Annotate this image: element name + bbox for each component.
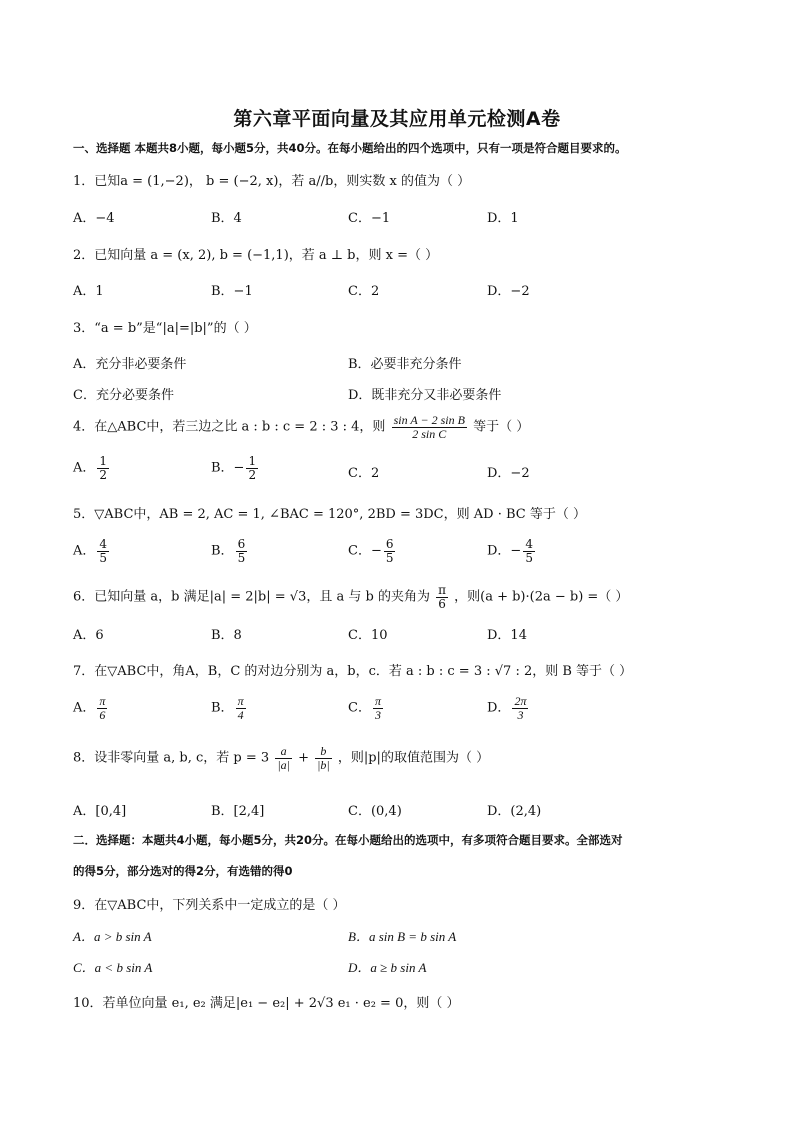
q4-option-a-den: 2 (99, 467, 108, 482)
q3-option-d: D．既非充分又非必要条件 (348, 388, 502, 403)
q8-stem-text-b: ，则|p|的取值范围为（ ） (337, 750, 490, 766)
q4-option-b-den: 2 (248, 467, 257, 482)
q8-option-b: B．[2,4] (211, 804, 265, 819)
q7-option-a-den: 6 (99, 707, 106, 722)
q1-option-a: A．−4 (73, 211, 115, 226)
q7-option-b-label: B． (211, 700, 234, 716)
q7-option-c (348, 695, 385, 721)
q9-option-b: B．a sin B = b sin A (348, 929, 457, 944)
section-2-heading-line-1: 二．选择题：本题共4小题，每小题5分，共20分。在每小题给出的选项中，有多项符合题目要求。全部选对 (73, 833, 623, 847)
q2-option-a: A．1 (73, 284, 104, 299)
q3-option-a: A．充分非必要条件 (73, 357, 187, 372)
q9-option-a: A．a > b sin A (73, 929, 152, 944)
q5-option-b-den: 5 (237, 550, 246, 565)
q7-option-d-den: 3 (517, 707, 524, 722)
q7-option-c-label: C． (348, 700, 371, 716)
q5-option-a (73, 538, 111, 564)
q5-option-a-den: 5 (99, 550, 108, 565)
q5-option-a-num: 4 (99, 537, 108, 551)
q7-option-d (487, 695, 530, 721)
q9-option-d: D．a ≥ b sin A (348, 960, 427, 975)
q7-option-d-num: 2π (514, 694, 527, 708)
q4-fraction (392, 414, 467, 440)
q1-option-c: C．−1 (348, 211, 391, 226)
q5-option-d-num: 4 (525, 537, 533, 551)
q4-option-b-num: 1 (248, 454, 257, 468)
question-5-stem: 5．▽ABC中，AB = 2, AC = 1, ∠BAC = 120°, 2BD = 3DC，则 AD · BC 等于（ ） (73, 507, 586, 522)
q1-option-d: D．1 (487, 211, 519, 226)
page-title: 第六章平面向量及其应用单元检测A卷 (233, 108, 561, 130)
q7-option-b-den: 4 (237, 707, 244, 722)
q4-option-d: D．−2 (487, 466, 530, 481)
q4-option-b-label: B．− (211, 460, 245, 476)
q8-fraction-2 (315, 745, 332, 771)
q7-option-a (73, 695, 109, 721)
question-10-stem: 10．若单位向量 e₁, e₂ 满足|e₁ − e₂| + 2√3 e₁ · e₂ = 0，则（ ） (73, 996, 460, 1011)
q5-option-c-den: 5 (385, 550, 394, 565)
q8-option-d: D．(2,4) (487, 804, 542, 819)
q6-stem-text-a: 6．已知向量 a，b 满足|a| = 2|b| = √3，且 a 与 b 的夹角为 (73, 589, 430, 605)
q4-fraction-den: 2 sin C (412, 426, 447, 441)
q4-option-a (73, 455, 111, 481)
q6-fraction (436, 584, 448, 610)
q7-option-b (211, 695, 248, 721)
q7-option-d-fraction (512, 695, 528, 721)
q7-option-c-num: π (374, 694, 381, 708)
q8-stem-text-a: 8．设非零向量 a, b, c，若 p = 3 (73, 750, 270, 766)
q9-option-c: C．a < b sin A (73, 960, 153, 975)
q7-option-a-fraction (97, 695, 107, 721)
q7-option-a-num: π (99, 694, 106, 708)
q4-stem-text-b: 等于（ ） (473, 419, 530, 435)
q8-option-c: C．(0,4) (348, 804, 402, 819)
question-8-stem (73, 745, 489, 771)
q7-option-c-fraction (373, 695, 383, 721)
q5-option-c-fraction (384, 538, 396, 564)
q7-option-d-label: D． (487, 700, 511, 716)
q5-option-b (211, 538, 249, 564)
q5-option-a-label: A． (73, 543, 96, 559)
q5-option-b-label: B． (211, 543, 234, 559)
question-3-stem: 3．“a = b”是“|a|=|b|”的（ ） (73, 321, 257, 336)
q6-fraction-num: π (438, 583, 446, 597)
q5-option-b-fraction (236, 538, 248, 564)
q5-option-d-fraction (523, 538, 535, 564)
q4-option-c: C．2 (348, 466, 380, 481)
q6-option-a: A．6 (73, 628, 104, 643)
q6-fraction-den: 6 (438, 596, 446, 611)
q1-option-b: B．4 (211, 211, 242, 226)
q3-option-c: C．充分必要条件 (73, 388, 174, 403)
q6-option-d: D．14 (487, 628, 527, 643)
section-1-heading: 一、选择题 本题共8小题，每小题5分，共40分。在每小题给出的四个选项中，只有一项是符合题目要求的。 (73, 141, 627, 155)
q8-fraction-1-den: |a| (277, 757, 290, 772)
q8-plus: + (298, 750, 309, 766)
q5-option-c-num: 6 (385, 537, 394, 551)
q6-option-c: C．10 (348, 628, 388, 643)
q5-option-d-label: D．− (487, 543, 522, 559)
question-6-stem (73, 584, 628, 610)
q3-option-b: B．必要非充分条件 (348, 357, 462, 372)
q4-option-a-num: 1 (99, 454, 108, 468)
q6-stem-text-b: ，则(a + b)·(2a − b) =（ ） (454, 589, 629, 605)
q4-stem-text-a: 4．在△ABC中，若三边之比 a : b : c = 2 : 3 : 4，则 (73, 419, 386, 435)
q2-option-c: C．2 (348, 284, 380, 299)
q7-option-b-num: π (237, 694, 244, 708)
q5-option-a-fraction (97, 538, 109, 564)
q4-option-a-label: A． (73, 460, 96, 476)
q5-option-d (487, 538, 537, 564)
q5-option-c-label: C．− (348, 543, 382, 559)
question-7-stem: 7．在▽ABC中，角A，B，C 的对边分别为 a，b，c．若 a : b : c = 3 : √7 : 2，则 B 等于（ ） (73, 664, 633, 679)
q4-option-a-fraction (97, 455, 109, 481)
question-9-stem: 9．在▽ABC中，下列关系中一定成立的是（ ） (73, 898, 346, 913)
section-2-heading-line-2: 的得5分，部分选对的得2分，有选错的得0 (73, 864, 293, 878)
q2-option-b: B．−1 (211, 284, 253, 299)
question-4-stem (73, 414, 529, 440)
q8-fraction-1-num: a (275, 745, 292, 759)
q8-fraction-2-den: |b| (317, 757, 330, 772)
q6-option-b: B．8 (211, 628, 242, 643)
q5-option-d-den: 5 (525, 550, 533, 565)
q4-option-b-fraction (246, 455, 258, 481)
q7-option-b-fraction (236, 695, 246, 721)
q5-option-c (348, 538, 397, 564)
q2-option-d: D．−2 (487, 284, 530, 299)
q8-option-a: A．[0,4] (73, 804, 127, 819)
q8-fraction-2-num: b (315, 745, 332, 759)
q8-fraction-1 (275, 745, 292, 771)
q4-fraction-num: sin A − 2 sin B (393, 413, 465, 427)
question-1-stem: 1．已知a = (1,−2)， b = (−2, x)，若 a//b，则实数 x 的值为（ ） (73, 174, 471, 189)
q7-option-c-den: 3 (374, 707, 381, 722)
q7-option-a-label: A． (73, 700, 96, 716)
q5-option-b-num: 6 (237, 537, 246, 551)
q4-option-b (211, 455, 260, 481)
question-2-stem: 2．已知向量 a = (x, 2), b = (−1,1)，若 a ⊥ b，则 x =（ ） (73, 248, 439, 263)
